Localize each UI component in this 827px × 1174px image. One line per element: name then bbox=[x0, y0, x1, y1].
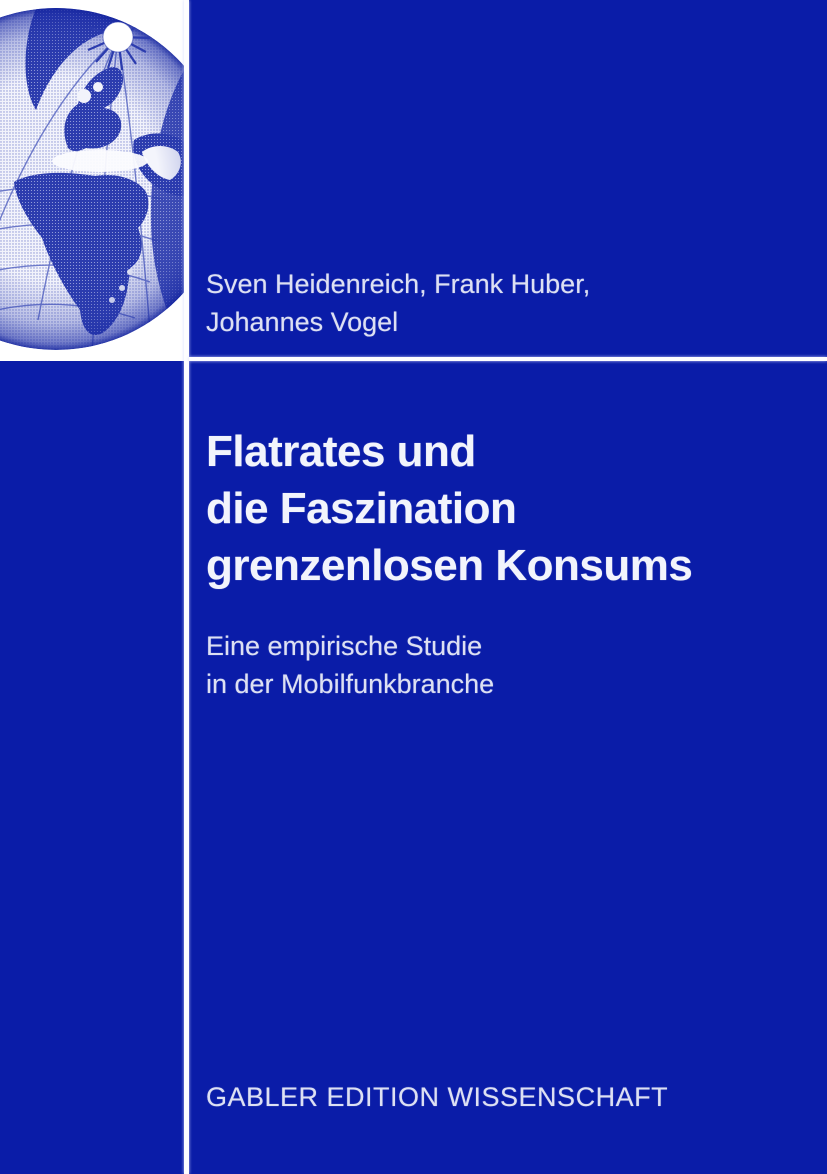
vertical-divider bbox=[184, 0, 189, 1174]
series-imprint-label: GABLER EDITION WISSENSCHAFT bbox=[206, 1082, 669, 1112]
author-line-2: Johannes Vogel bbox=[206, 307, 399, 337]
book-subtitle bbox=[206, 627, 494, 703]
book-title bbox=[206, 423, 692, 594]
author-names bbox=[206, 265, 590, 341]
author-line-1: Sven Heidenreich, Frank Huber, bbox=[206, 269, 591, 299]
series-imprint bbox=[206, 1081, 668, 1113]
globe-panel bbox=[0, 0, 184, 361]
subtitle-line-2: in der Mobilfunkbranche bbox=[206, 669, 495, 699]
title-line-2: die Faszination bbox=[206, 484, 517, 533]
horizontal-divider bbox=[189, 357, 827, 361]
globe-europe-africa-icon bbox=[0, 348, 184, 361]
title-line-3: grenzenlosen Konsums bbox=[206, 541, 693, 590]
subtitle-line-1: Eine empirische Studie bbox=[206, 631, 483, 661]
title-line-1: Flatrates und bbox=[206, 427, 476, 476]
